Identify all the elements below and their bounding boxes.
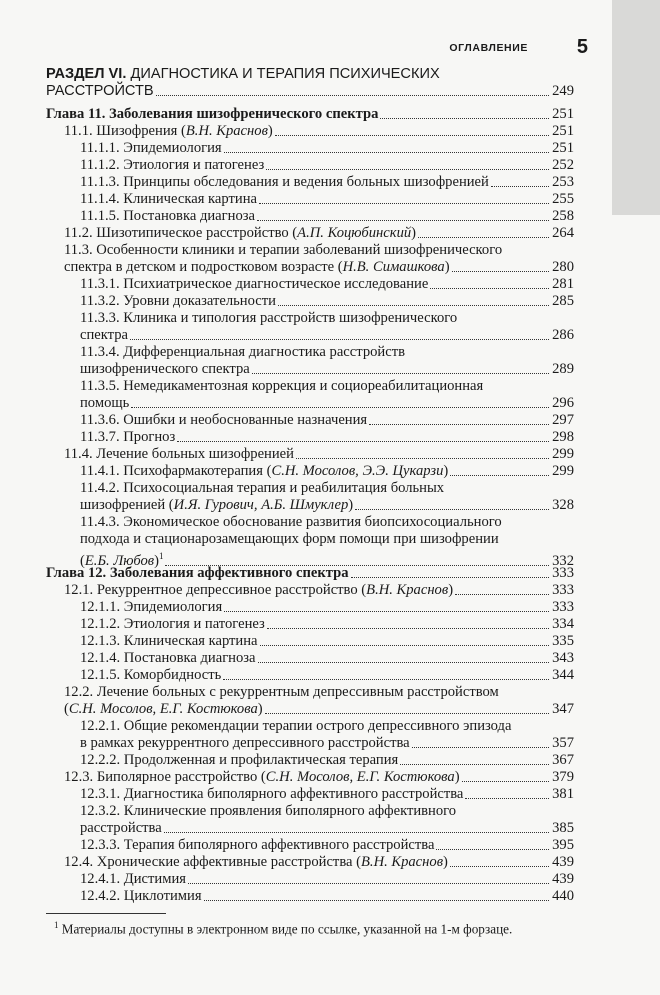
- toc-page-number: 299: [552, 446, 574, 462]
- toc-page-number: 298: [552, 429, 574, 445]
- toc-entry-line: [80, 361, 574, 378]
- toc-entry-text: ): [448, 582, 454, 598]
- toc-entry-text: 11.1.5. Постановка диагноза: [80, 208, 255, 224]
- toc-entry-text: 12.1. Рекуррентное депрессивное расстройство (: [64, 582, 367, 598]
- toc-entry-line: [64, 854, 574, 871]
- toc-entry-line: [80, 208, 574, 225]
- toc-entry-line: [64, 701, 574, 718]
- section-label: РАЗДЕЛ VI.: [46, 66, 131, 82]
- running-header-title: ОГЛАВЛЕНИЕ: [449, 42, 528, 54]
- toc-entry-text: 12.4. Хронические аффективные расстройства (: [64, 854, 361, 870]
- dot-leader: [177, 440, 549, 442]
- dot-leader: [266, 168, 549, 170]
- toc-entry-author: А.П. Коцюбинский: [297, 225, 412, 241]
- toc-entry-author: Н.В. Симашкова: [342, 259, 445, 275]
- toc-entry-text: [80, 735, 410, 752]
- toc-page-number: 286: [552, 327, 574, 343]
- toc-entry-line: [80, 293, 574, 310]
- toc-entry-text: ): [411, 225, 417, 241]
- toc-page-number: 253: [552, 174, 574, 190]
- toc-entry-text: 11.1.3. Принципы обследования и ведения больных шизофренией: [80, 174, 489, 190]
- toc-entry-text: в рамках рекуррентного депрессивного расстройства: [80, 735, 410, 751]
- toc-entry-line: [80, 803, 456, 820]
- dot-leader: [278, 304, 549, 306]
- toc-entry-text: ): [257, 701, 263, 717]
- toc-entry-line: [46, 106, 574, 123]
- dot-leader: [259, 202, 549, 204]
- toc-entry-text: 11.1. Шизофрения (: [64, 123, 186, 139]
- toc-entry-text: ): [348, 497, 354, 513]
- toc-entry-text: 12.2.1. Общие рекомендации терапии острого депрессивного эпизода: [80, 718, 512, 734]
- toc-page-number: 251: [552, 140, 574, 156]
- toc-page-number: 258: [552, 208, 574, 224]
- toc-entry-text: 11.3.3. Клиника и типология расстройств шизофренического: [80, 310, 458, 326]
- toc-entry-line: [80, 344, 405, 361]
- toc-entry-line: [80, 514, 502, 531]
- toc-page-number: 381: [552, 786, 574, 802]
- toc-entry-text: 11.3.6. Ошибки и необоснованные назначения: [80, 412, 368, 428]
- toc-page-number: 296: [552, 395, 574, 411]
- toc-entry-line: [80, 412, 574, 429]
- toc-page-number: 289: [552, 361, 574, 377]
- toc-entry-line: [64, 684, 499, 701]
- section-title-cont: РАССТРОЙСТВ: [46, 83, 154, 99]
- toc-page-number: 281: [552, 276, 574, 292]
- toc-entry-line: [80, 752, 574, 769]
- toc-page-number: 395: [552, 837, 574, 853]
- dot-leader: [224, 151, 549, 153]
- toc-entry-text: [46, 83, 154, 100]
- dot-leader: [412, 746, 549, 748]
- toc-entry-author: В.Н. Краснов: [185, 123, 268, 139]
- toc-entry-text: шизофренического спектра: [80, 361, 250, 377]
- dot-leader: [156, 94, 549, 96]
- toc-entry-author: С.Н. Мосолов, Э.Э. Цукарзи: [271, 463, 444, 479]
- toc-page-number: 328: [552, 497, 574, 513]
- toc-entry-line: [46, 83, 574, 100]
- dot-leader: [380, 117, 549, 119]
- toc-entry-text: [64, 259, 450, 276]
- toc-entry-text: 11.3. Особенности клиники и терапии заболеваний шизофренического: [64, 242, 503, 258]
- toc-entry-line: [80, 786, 574, 803]
- toc-page-number: 334: [552, 616, 574, 632]
- dot-leader: [452, 270, 550, 272]
- toc-entry-line: [64, 582, 574, 599]
- dot-leader: [355, 508, 549, 510]
- dot-leader: [455, 593, 549, 595]
- toc-entry-line: [80, 140, 574, 157]
- toc-entry-author: С.Н. Мосолов, Е.Г. Костюкова: [68, 701, 258, 717]
- toc-entry-line: [80, 395, 574, 412]
- dot-leader: [418, 236, 549, 238]
- toc-entry-text: ): [444, 259, 450, 275]
- toc-entry-text: (: [64, 701, 69, 717]
- dot-leader: [400, 763, 549, 765]
- toc-entry-line: [80, 667, 574, 684]
- section-title-line: [46, 66, 440, 83]
- toc-entry-text: 11.3.2. Уровни доказательности: [80, 293, 276, 309]
- toc-entry-line: [80, 650, 574, 667]
- dot-leader: [430, 287, 549, 289]
- dot-leader: [223, 678, 549, 680]
- footnote-rule: [46, 913, 166, 914]
- toc-page-number: 385: [552, 820, 574, 836]
- toc-entry-line: [80, 310, 457, 327]
- toc-page-number: 252: [552, 157, 574, 173]
- toc-entry-text: 11.1.2. Этиология и патогенез: [80, 157, 265, 173]
- toc-entry-text: 11.4.2. Психосоциальная терапия и реабилитация больных: [80, 480, 445, 496]
- toc-entry-text: 11.3.5. Немедикаментозная коррекция и социореабилитационная: [80, 378, 484, 394]
- footnote-ref: 1: [158, 551, 164, 561]
- toc-entry-line: [64, 225, 574, 242]
- dot-leader: [369, 423, 549, 425]
- toc-entry-line: [80, 616, 574, 633]
- dot-leader: [224, 610, 549, 612]
- toc-entry-line: [80, 157, 574, 174]
- toc-entry-line: [64, 769, 574, 786]
- dot-leader: [130, 338, 549, 340]
- dot-leader: [252, 372, 549, 374]
- toc-entry-line: [80, 174, 574, 191]
- toc-page-number: 249: [552, 83, 574, 99]
- toc-page-number: 299: [552, 463, 574, 479]
- toc-entry-text: [80, 361, 250, 378]
- toc-entry-line: [80, 633, 574, 650]
- toc-entry-text: [64, 123, 273, 140]
- toc-entry-author: В.Н. Краснов: [361, 854, 444, 870]
- toc-entry-text: 12.2. Лечение больных с рекуррентным депрессивным расстройством: [64, 684, 499, 700]
- toc-entry-text: [64, 582, 453, 599]
- toc-entry-text: 12.4.1. Дистимия: [80, 871, 186, 887]
- toc-entry-text: [64, 854, 448, 871]
- toc-entry-text: помощь: [80, 395, 130, 411]
- toc-entry-text: [80, 276, 428, 293]
- toc-entry-text: [80, 174, 489, 191]
- footnote: [54, 920, 594, 937]
- toc-entry-text: [80, 497, 353, 514]
- toc-page-number: 251: [552, 106, 574, 122]
- toc-entry-text: [80, 429, 175, 446]
- toc-entry-line: [80, 480, 444, 497]
- toc-entry-text: ): [443, 463, 449, 479]
- toc-entry-text: 11.3.4. Дифференциальная диагностика расстройств: [80, 344, 405, 360]
- dot-leader: [275, 134, 549, 136]
- section-title: ДИАГНОСТИКА И ТЕРАПИЯ ПСИХИЧЕСКИХ: [130, 66, 440, 82]
- toc-page-number: 333: [552, 582, 574, 598]
- toc-entry-author: И.Я. Гурович, А.Б. Шмуклер: [173, 497, 349, 513]
- toc-page-number: 333: [552, 599, 574, 615]
- toc-entry-text: [80, 157, 264, 174]
- dot-leader: [188, 882, 549, 884]
- toc-entry-line: [80, 276, 574, 293]
- toc-entry-text: [80, 616, 265, 633]
- toc-entry-text: 11.3.1. Психиатрическое диагностическое исследование: [80, 276, 429, 292]
- toc-entry-author: В.Н. Краснов: [366, 582, 449, 598]
- toc-page-number: 379: [552, 769, 574, 785]
- toc-entry-text: 12.3.2. Клинические проявления биполярного аффективного: [80, 803, 457, 819]
- toc-entry-line: [64, 242, 502, 259]
- toc-entry-text: 12.3.1. Диагностика биполярного аффективного расстройства: [80, 786, 464, 802]
- dot-leader: [462, 780, 550, 782]
- dot-leader: [491, 185, 549, 187]
- toc-entry-text: 11.4. Лечение больных шизофренией: [64, 446, 294, 462]
- toc-entry-text: [80, 837, 434, 854]
- toc-entry-text: [80, 633, 258, 650]
- toc-page-number: 335: [552, 633, 574, 649]
- toc-page-number: 333: [552, 565, 574, 581]
- toc-entry-text: [80, 293, 276, 310]
- toc-entry-text: 12.2.2. Продолженная и профилактическая терапия: [80, 752, 399, 768]
- toc-entry-author: Е.Б. Любов: [84, 552, 155, 569]
- toc-page-number: 280: [552, 259, 574, 275]
- toc-entry-text: расстройства: [80, 820, 162, 836]
- toc-page-number: 343: [552, 650, 574, 666]
- toc-entry-text: [46, 106, 378, 123]
- toc-entry-text: [80, 667, 221, 684]
- toc-page-number: 255: [552, 191, 574, 207]
- toc-entry-line: [80, 735, 574, 752]
- toc-entry-text: [80, 463, 448, 480]
- toc-entry-line: [80, 837, 574, 854]
- toc-entry-text: ): [454, 769, 460, 785]
- footnote-mark: 1: [54, 920, 59, 930]
- toc-entry-text: шизофренией (: [80, 497, 174, 513]
- toc-entry-line: [80, 191, 574, 208]
- toc-entry-text: 12.1.3. Клиническая картина: [80, 633, 258, 649]
- toc-page-number: 344: [552, 667, 574, 683]
- toc-entry-line: [80, 718, 511, 735]
- toc-entry-text: [80, 412, 367, 429]
- toc-entry-line: [80, 599, 574, 616]
- toc-entry-text: 12.1.5. Коморбидность: [80, 667, 222, 683]
- toc-page-number: 285: [552, 293, 574, 309]
- toc-entry-text: 12.1.2. Этиология и патогенез: [80, 616, 265, 632]
- toc-entry-text: 11.4.1. Психофармакотерапия (: [80, 463, 272, 479]
- toc-page-number: 347: [552, 701, 574, 717]
- toc-entry-text: [80, 820, 162, 837]
- toc-entry-text: ): [267, 123, 273, 139]
- toc-entry-text: [80, 191, 257, 208]
- toc-page-number: 297: [552, 412, 574, 428]
- page-number: 5: [576, 36, 588, 58]
- toc-entry-text: 11.3.7. Прогноз: [80, 429, 176, 445]
- toc-entry-line: [80, 871, 574, 888]
- toc-page-number: 439: [552, 871, 574, 887]
- dot-leader: [164, 831, 549, 833]
- dot-leader: [260, 644, 550, 646]
- toc-page-number: 439: [552, 854, 574, 870]
- toc-entry-line: [64, 259, 574, 276]
- toc-entry-text: [46, 565, 349, 582]
- footnote-text: Материалы доступны в электронном виде по ссылке, указанной на 1-м форзаце.: [58, 921, 513, 937]
- toc-entry-line: [80, 463, 574, 480]
- toc-entry-text: [64, 446, 294, 463]
- toc-entry-text: спектра в детском и подростковом возрасте (: [64, 259, 343, 275]
- toc-entry-text: подхода и стационарозамещающих форм помощи при шизофрении: [80, 531, 499, 547]
- toc-entry-text: [64, 225, 416, 242]
- dot-leader: [351, 576, 550, 578]
- toc-entry-text: 11.1.4. Клиническая картина: [80, 191, 257, 207]
- dot-leader: [436, 848, 549, 850]
- dot-leader: [450, 865, 549, 867]
- toc-entry-line: [80, 327, 574, 344]
- toc-entry-line: [80, 497, 574, 514]
- toc-page-number: 332: [552, 552, 574, 569]
- toc-entry-text: 12.3.3. Терапия биполярного аффективного расстройства: [80, 837, 435, 853]
- toc-entry-text: Глава 12. Заболевания аффективного спектра: [46, 565, 349, 581]
- toc-page-number: 440: [552, 888, 574, 904]
- dot-leader: [265, 712, 549, 714]
- toc-entry-text: 11.1.1. Эпидемиология: [80, 140, 222, 156]
- toc-entry-line: [64, 123, 574, 140]
- toc-entry-text: [80, 327, 128, 344]
- toc-entry-text: спектра: [80, 327, 128, 343]
- toc-entry-text: [80, 140, 222, 157]
- toc-entry-line: [80, 820, 574, 837]
- toc-entry-text: [80, 888, 202, 905]
- toc-entry-line: [80, 531, 499, 548]
- toc-entry-text: 11.4.3. Экономическое обоснование развития биопсихосоциального: [80, 514, 502, 530]
- toc-entry-text: [80, 208, 255, 225]
- toc-entry-line: [80, 888, 574, 905]
- dot-leader: [204, 899, 550, 901]
- dot-leader: [267, 627, 549, 629]
- toc-entry-text: (: [80, 552, 85, 569]
- toc-entry-line: [80, 378, 483, 395]
- toc-entry-text: [64, 769, 460, 786]
- toc-entry-line: [46, 565, 574, 582]
- toc-entry-text: [80, 752, 398, 769]
- toc-entry-text: [80, 871, 186, 888]
- toc-entry-text: 12.1.1. Эпидемиология: [80, 599, 223, 615]
- dot-leader: [131, 406, 549, 408]
- toc-entry-text: ): [443, 854, 448, 870]
- toc-page-number: 264: [552, 225, 574, 241]
- toc-entry-line: [80, 429, 574, 446]
- toc-entry-text: 12.1.4. Постановка диагноза: [80, 650, 256, 666]
- toc-page-number: 357: [552, 735, 574, 751]
- toc-entry-text: [80, 599, 222, 616]
- toc-page-number: 367: [552, 752, 574, 768]
- toc-entry-text: [80, 786, 463, 803]
- toc-entry-text: 12.3. Биполярное расстройство (: [64, 769, 266, 785]
- dot-leader: [257, 219, 549, 221]
- dot-leader: [465, 797, 549, 799]
- toc-entry-line: [64, 446, 574, 463]
- toc-entry-text: 12.4.2. Циклотимия: [80, 888, 202, 904]
- dot-leader: [296, 457, 549, 459]
- dot-leader: [450, 474, 549, 476]
- dot-leader: [258, 661, 550, 663]
- toc-page-number: 251: [552, 123, 574, 139]
- toc-entry-text: [64, 701, 263, 718]
- toc-entry-author: С.Н. Мосолов, Е.Г. Костюкова: [265, 769, 455, 785]
- toc-entry-text: [80, 395, 129, 412]
- toc-entry-text: ): [154, 552, 159, 569]
- toc-entry-text: Глава 11. Заболевания шизофренического спектра: [46, 106, 379, 122]
- toc-entry-text: 11.2. Шизотипическое расстройство (: [64, 225, 298, 241]
- toc-entry-text: [80, 650, 256, 667]
